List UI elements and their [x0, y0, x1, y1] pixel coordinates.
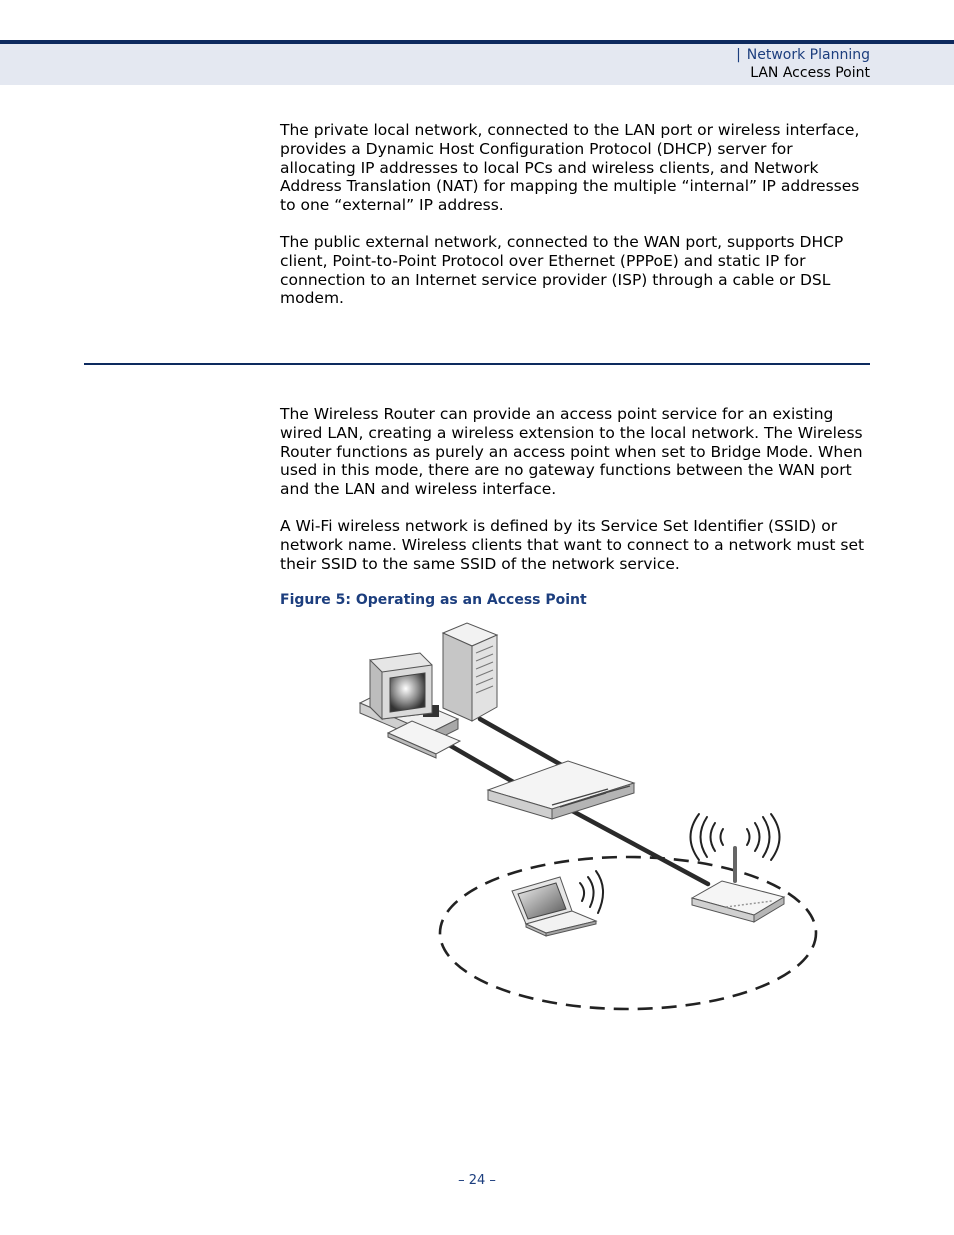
running-header: [736, 46, 870, 82]
header-separator: |: [736, 47, 741, 63]
paragraph-ssid: A Wi-Fi wireless network is defined by its Service Set Identifier (SSID) or network name. Wireless clients that want to connect to a network must set their SSID to the same SSID of the network service.: [280, 517, 865, 573]
server-tower-icon: [443, 623, 497, 721]
page-number: – 24 –: [458, 1173, 496, 1188]
paragraph-access-point-service: The Wireless Router can provide an access point service for an existing wired LAN, creating a wireless extension to the local network. The Wireless Router functions as purely an access point when set to Bridge Mode. When used in this mode, there are no gateway functions between the WAN port and the LAN and wireless interface.: [280, 405, 863, 499]
header-section-link[interactable]: Network Planning: [746, 47, 870, 63]
section-divider: [84, 363, 870, 365]
network-switch-icon: [488, 761, 634, 819]
paragraph-private-network: The private local network, connected to the LAN port or wireless interface, provides a Dynamic Host Configuration Protocol (DHCP) server for allocating IP addresses to local PCs and wireless clients, and Network Address Translation (NAT) for mapping the multiple “internal” IP addresses to one “external” IP address.: [280, 121, 860, 215]
access-point-diagram: [340, 615, 840, 1020]
header-subsection: LAN Access Point: [750, 65, 870, 81]
laptop-icon: [512, 877, 596, 936]
wireless-coverage-area: [440, 857, 816, 1009]
laptop-wifi-signal-icon: [580, 871, 603, 913]
header-rule: [0, 40, 954, 44]
paragraph-public-network: The public external network, connected to the WAN port, supports DHCP client, Point-to-Point Protocol over Ethernet (PPPoE) and static IP for connection to an Internet service provider (ISP) through a cable or DSL modem.: [280, 233, 844, 308]
figure-caption: Figure 5: Operating as an Access Point: [280, 592, 587, 608]
